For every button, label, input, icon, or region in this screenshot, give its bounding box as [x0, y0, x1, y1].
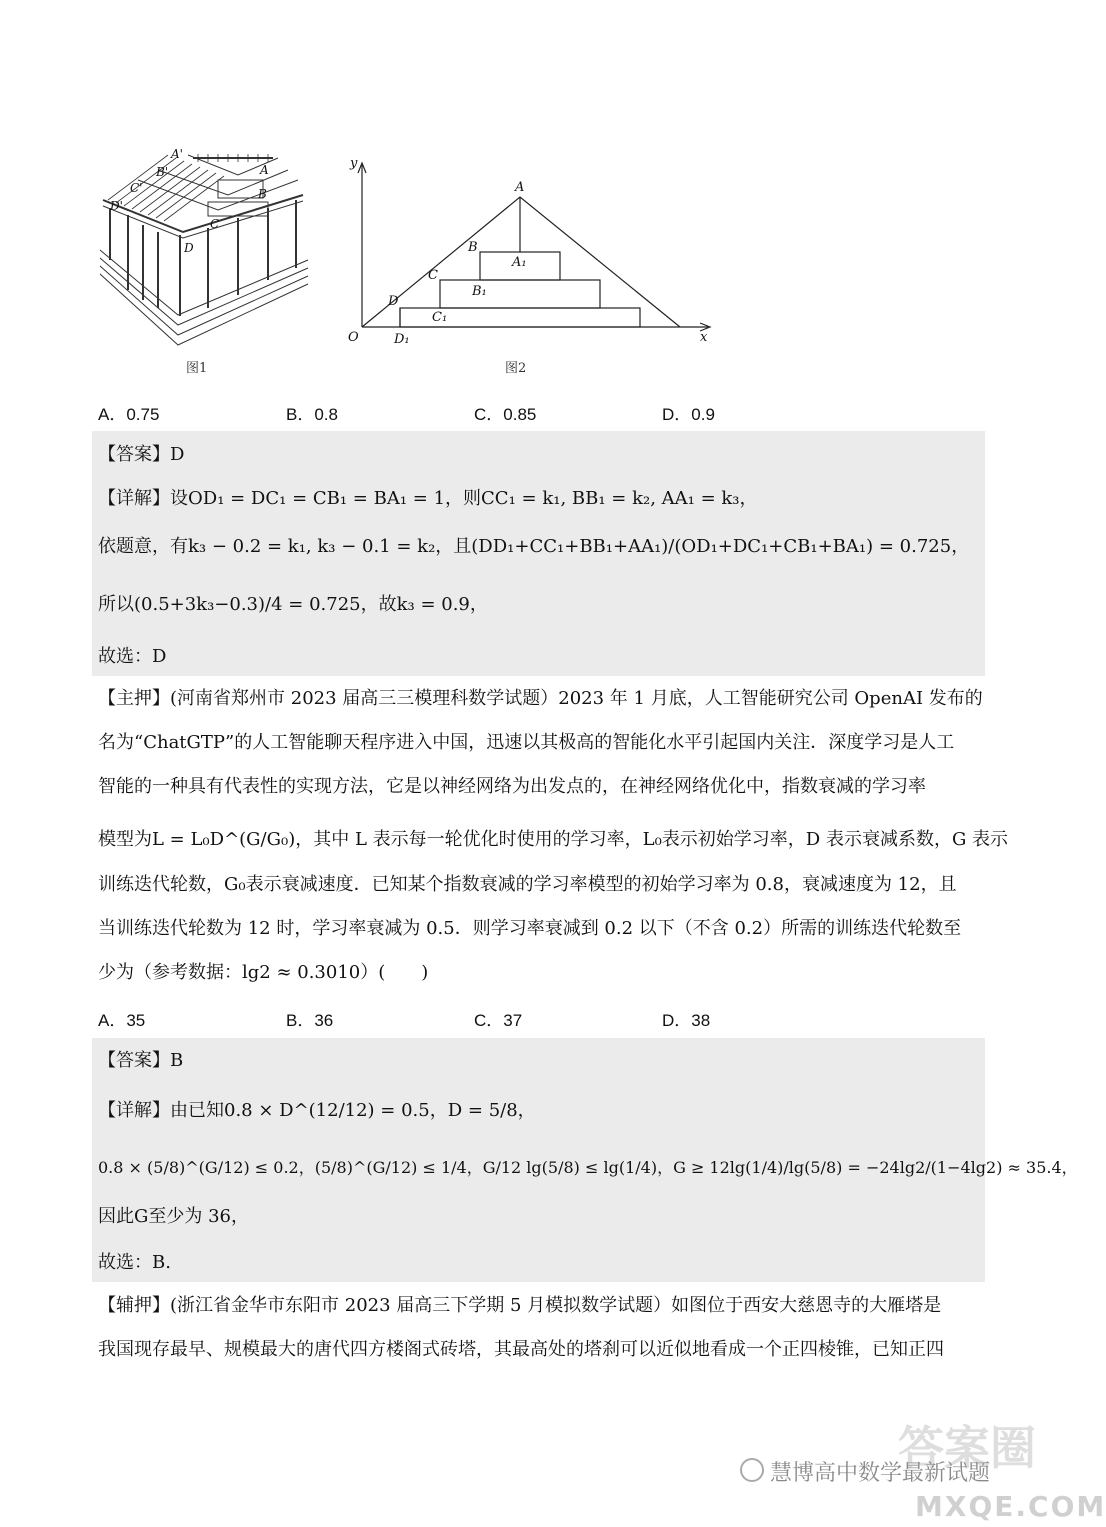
- q2-stem-line: 模型为L = L₀D^(G/G₀)，其中 L 表示每一轮优化时使用的学习率，L₀表示初始学习率，D 表示衰减系数，G 表示: [98, 829, 1009, 850]
- q1-detail-line: 依题意，有k₃ − 0.2 = k₁, k₃ − 0.1 = k₂，且(DD₁+CC₁+BB₁+AA₁)/(OD₁+DC₁+CB₁+BA₁) = 0.725，: [98, 536, 970, 557]
- q2-answer: 【答案】B: [98, 1050, 184, 1071]
- q1-detail-line: 【详解】设OD₁ = DC₁ = CB₁ = BA₁ = 1，则CC₁ = k₁, BB₁ = k₂, AA₁ = k₃，: [98, 488, 758, 509]
- q2-option-a: A．35: [98, 1011, 146, 1030]
- figure-2-diagram: [340, 155, 720, 350]
- fig1-label: B': [156, 165, 169, 179]
- fig1-label: C': [130, 181, 143, 195]
- fig2-label-C: C: [428, 268, 438, 283]
- fig2-label-B: B: [468, 240, 478, 255]
- fig2-label-A1: A₁: [512, 255, 527, 270]
- watermark-text: 慧博高中数学最新试题: [770, 1461, 991, 1486]
- q3-stem-line: 我国现存最早、规模最大的唐代四方楼阁式砖塔，其最高处的塔刹可以近似地看成一个正四棱锥，已知正四: [98, 1339, 944, 1360]
- q1-option-c: C．0.85: [474, 405, 537, 424]
- q2-detail-line: 因此G至少为 36，: [98, 1206, 250, 1227]
- fig1-label: A: [260, 163, 269, 177]
- fig2-axis-y: y: [350, 156, 358, 171]
- q1-answer: 【答案】D: [98, 444, 185, 465]
- figure-1-building: [98, 140, 313, 350]
- figure-2-caption: 图2: [505, 361, 527, 376]
- wechat-icon: [740, 1458, 764, 1482]
- watermark-site: MXQE.COM: [915, 1490, 1106, 1523]
- q2-stem-line: 名为“ChatGTP”的人工智能聊天程序进入中国，迅速以其极高的智能化水平引起国内关注．深度学习是人工: [98, 732, 955, 753]
- fig1-label: B: [258, 187, 267, 201]
- q2-stem-line: 【主押】(河南省郑州市 2023 届高三三模理科数学试题）2023 年 1 月底，人工智能研究公司 OpenAI 发布的: [98, 688, 983, 709]
- figure-1-caption: 图1: [186, 361, 208, 376]
- fig1-label: A': [171, 147, 183, 161]
- q1-option-d: D．0.9: [662, 405, 715, 424]
- q1-option-a: A．0.75: [98, 405, 160, 424]
- q2-stem-line: 当训练迭代轮数为 12 时，学习率衰减为 0.5．则学习率衰减到 0.2 以下（不含 0.2）所需的训练迭代轮数至: [98, 918, 962, 939]
- fig2-origin: O: [348, 330, 359, 345]
- q2-option-c: C．37: [474, 1011, 523, 1030]
- q2-stem-line: 智能的一种具有代表性的实现方法，它是以神经网络为出发点的，在神经网络优化中，指数衰减的学习率: [98, 776, 926, 797]
- q1-detail-line: 所以(0.5+3k₃−0.3)/4 = 0.725，故k₃ = 0.9，: [98, 594, 488, 615]
- fig2-label-B1: B₁: [472, 284, 487, 299]
- fig1-label: C: [210, 217, 220, 231]
- fig1-label: D: [184, 241, 194, 255]
- q2-option-d: D．38: [662, 1011, 711, 1030]
- q1-detail-line: 故选：D: [98, 646, 167, 667]
- q2-detail-line: 0.8 × (5/8)^(G/12) ≤ 0.2，(5/8)^(G/12) ≤ 1/4，G/12 lg(5/8) ≤ lg(1/4)，G ≥ 12lg(1/4)/lg(5/8) = −24lg2/(1−4lg2) ≈ 35.4，: [98, 1158, 1078, 1177]
- q3-stem-line: 【辅押】(浙江省金华市东阳市 2023 届高三下学期 5 月模拟数学试题）如图位于西安大慈恩寺的大雁塔是: [98, 1295, 942, 1316]
- fig2-axis-x: x: [700, 330, 708, 345]
- q2-detail-line: 【详解】由已知0.8 × D^(12/12) = 0.5，D = 5/8，: [98, 1100, 536, 1121]
- q2-stem-line: 训练迭代轮数，G₀表示衰减速度．已知某个指数衰减的学习率模型的初始学习率为 0.8，衰减速度为 12，且: [98, 874, 957, 895]
- watermark-logo: 答案圈: [898, 1421, 1036, 1475]
- fig1-label: D': [110, 199, 123, 213]
- fig2-label-D1: D₁: [394, 332, 410, 347]
- q2-option-b: B．36: [286, 1011, 334, 1030]
- fig2-label-D: D: [388, 294, 399, 309]
- fig2-label-A: A: [515, 180, 525, 195]
- fig2-label-C1: C₁: [432, 310, 448, 325]
- q2-stem-line: 少为（参考数据：lg2 ≈ 0.3010）( ): [98, 962, 429, 983]
- q2-detail-line: 故选：B.: [98, 1252, 171, 1273]
- q1-option-b: B．0.8: [286, 405, 338, 424]
